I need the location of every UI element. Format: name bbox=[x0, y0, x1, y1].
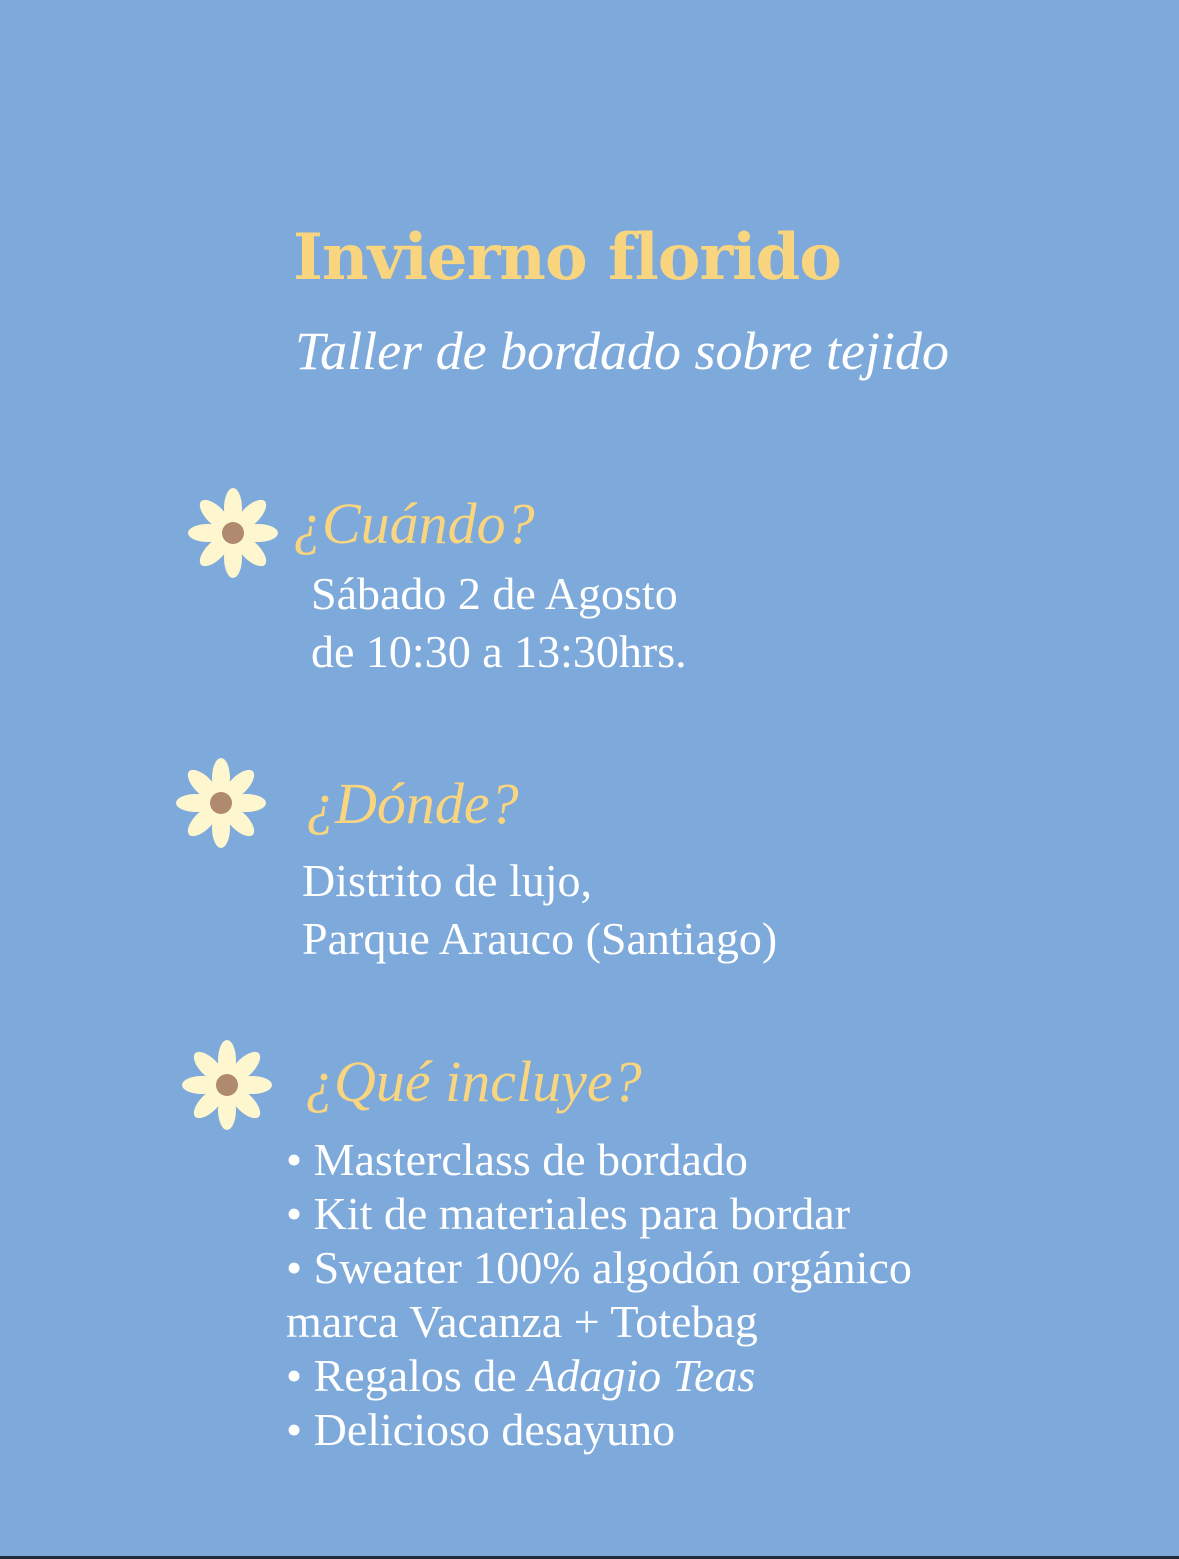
list-item: • Kit de materiales para bordar bbox=[286, 1188, 851, 1239]
gift-brand: Adagio Teas bbox=[528, 1350, 756, 1401]
subtitle: Taller de bordado sobre tejido bbox=[295, 321, 950, 381]
when-date: Sábado 2 de Agosto bbox=[311, 568, 678, 619]
title: Invierno florido bbox=[293, 220, 841, 295]
when-time: de 10:30 a 13:30hrs. bbox=[311, 626, 687, 677]
where-venue: Distrito de lujo, bbox=[302, 855, 593, 906]
where-address: Parque Arauco (Santiago) bbox=[302, 913, 778, 964]
section-heading-where: ¿Dónde? bbox=[306, 771, 519, 836]
gift-prefix: • Regalos de bbox=[286, 1350, 529, 1401]
daisy-flower-icon bbox=[176, 758, 266, 848]
daisy-flower-icon bbox=[188, 488, 278, 578]
list-item: marca Vacanza + Totebag bbox=[286, 1296, 758, 1347]
daisy-flower-icon bbox=[182, 1040, 272, 1130]
section-heading-includes: ¿Qué incluye? bbox=[305, 1049, 642, 1114]
list-item: • Masterclass de bordado bbox=[286, 1134, 748, 1185]
includes-list bbox=[286, 1133, 912, 1457]
list-item bbox=[286, 1349, 912, 1403]
list-item: • Delicioso desayuno bbox=[286, 1404, 676, 1455]
section-heading-when: ¿Cuándo? bbox=[293, 491, 535, 556]
list-item: • Sweater 100% algodón orgánico bbox=[286, 1242, 912, 1293]
